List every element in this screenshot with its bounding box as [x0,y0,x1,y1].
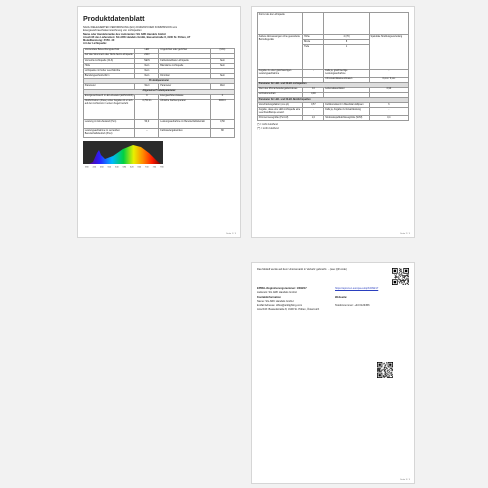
cell: 0,4 [369,116,408,121]
section-heading: Parameter für LED- und OLED-Lichtquellen [258,82,409,87]
table-row [84,119,235,128]
supplier-address: Anschrift des Lieferanten: SG ARK Handels GmbH, Bassetistraße 8, 3100 St. Pölten, AT [83,35,191,39]
cell: 80 [210,129,234,138]
cell: 3000 K [210,99,234,119]
cell: - [369,69,408,77]
cell: Blendungsschutzschirm [84,74,135,79]
cell: Lebensdauerfaktor [324,87,369,92]
table-row [258,13,409,35]
cell: 0,90 [369,87,408,92]
cell [303,13,324,35]
cell: Farbkonsistenz in MacAdam-Ellipsen [324,103,369,108]
spectral-distribution-graph [83,141,235,168]
spectrum-axis-label: 700 [145,166,149,169]
intro-line: Energieverbrauchskennzeichnung von Lichtquellen [83,29,142,33]
contact-phone: Telefonnummer: +43 0123456 [335,304,370,308]
contact-heading: Kontaktinformation [257,295,281,299]
cell: 0,57 [303,103,324,108]
supplier-name: Name oder Handelsmarke des Lieferanten: SG ARK Handels GmbH [83,32,166,36]
cell: Tiefe [303,45,324,69]
spectrum-svg [83,141,163,168]
cell: Lichtquelle mit hoher Leuchtdichte [84,69,135,74]
contact-address: Anschrift: Bassetistraße 8, 3100 St. Pölten, Österreich [257,308,320,312]
cell: Leistungsaufnahme im vernetzten Bereitschaftsbetrieb (Pnet) [84,129,135,138]
cell: Auf das Stromnetz oder Nicht-Netz-Lichtquelle [84,53,135,58]
table-row [84,99,235,119]
cell: Höhe [303,35,324,40]
table-row [258,69,409,77]
cell: 230V [135,53,159,58]
cell: 0,750 lm [135,99,159,119]
datasheet-page-2 [251,6,415,238]
cell: Nein [135,74,159,79]
spectrum-axis-label: 540 [115,166,119,169]
light-source-type-label: Art der Lichtquelle: [83,42,107,46]
cell: Nein [210,64,234,69]
spectrum-axis-label: 780 [160,166,164,169]
cell: Vernetzte Lichtquelle (CLS) [84,58,135,63]
cell: Wert des R9-Farbwiedergabeindexes [258,87,303,92]
eprel-number: EPREL-Registrierungsnummer: 1009217 [257,287,307,290]
cell: Chromatizitätskoordinaten [324,77,369,82]
cell: - [369,108,408,116]
spectrum-axis-label: 420 [92,166,97,169]
cell: Farbeinstellbare Lichtquelle [159,58,210,63]
cell: Angabe zu einer gleichwertigen Leistungsaufnahme [258,69,303,77]
cell: Lichtstromerhalt [258,92,303,97]
spectrum-axis-label: 660 [137,166,142,169]
datasheet-page-3 [251,262,415,484]
spectrum-axis-label: 620 [130,166,134,169]
cell: Hülle [84,64,135,69]
cell: Nein [135,64,159,69]
cell: 50,0 [135,119,159,128]
cell: NEIN [135,58,159,63]
cell: Energieverbrauch im Ein-Zustand (kWh/1000h) [84,95,134,98]
cell: 4 (70) [324,35,369,40]
website-label: Webseite: [335,295,348,299]
cell: Leistung im Ein-Zustand (Pon) [84,119,135,128]
cell: - [303,69,324,77]
cell: Falls ja, Angabe zur Ersatzleistung [324,108,369,116]
contact-name: Name: SG ARK Handels GmbH [257,299,294,303]
cell: LED [135,48,159,53]
model-id: Modellkennung: ZV50 -40 [83,39,115,43]
spectrum-axis-label: 500 [107,166,112,169]
page-number: Seite 2 / 3 [400,233,410,235]
eprel-header [257,268,409,285]
cell: 8 [324,40,369,45]
cell: Kürzer als die Lichtquelle [258,13,303,35]
cell: 13 [303,87,324,92]
page-number: Seite 1 / 3 [226,233,236,235]
contact-email: E-Mail Adresse: office@arklighting.com [257,304,303,308]
cell: 0,50 [210,119,234,128]
intro-line: NACH DELEGIERTEN VERORDNUNG (EU) 2019/2015 DER KOMMISSION vom [83,26,178,29]
column-header: Wert [210,84,234,89]
column-header: Wert [135,84,159,89]
cell: Stroboskopeffekt-Messgröße (SVM) [324,116,369,121]
cell: (U/G) [210,48,234,53]
cell: Leistungsaufnahme im Bereitschaftsbetrieb [159,119,210,128]
footnote: (*) = nicht zutreffend [257,124,278,127]
section-heading: Produktparameter [84,79,235,84]
qr-code-icon [392,268,409,285]
qr-code-icon [377,362,393,378]
supplier: Lieferant: SG ARK Handels GmbH [257,291,297,295]
cell: Blendarme Lichtquelle [159,64,210,69]
column-header: Parameter [159,84,210,89]
cell: Angabe, dass eine LED-Lichtquelle eine Leuchtstofflampe ersetzt [258,108,303,116]
spectrum-axis-label: 380 [85,166,89,169]
cell: -- [135,129,159,138]
cell: 1,0 [303,116,324,121]
datasheet-page-1 [77,6,241,238]
cell: Nein [210,58,234,63]
document-title: Produktdatenblatt [83,14,145,23]
cell: - [303,108,324,116]
footnote: (**) = nicht zutreffend [257,127,279,130]
cell: Äußere Abmessungen ohne gesonderte Betriebsgeräte [258,35,303,69]
cell: Ungerichtet oder gerichtet [159,48,210,53]
table-row [258,116,409,121]
cell: Ähnliche Farbtemperatur [159,99,210,119]
spectrum-axis-label: 580 [122,166,127,169]
page-number: Seite 3 / 3 [400,479,410,481]
table-row [84,129,235,138]
table-row [258,108,409,116]
eprel-info [257,287,409,312]
cell: 0,xxx / 0,xxx [369,77,408,82]
column-header: Parameter [84,84,135,89]
cell: Nutzlichtstrom (Φuse) unter Angabe ob er sich auf den Lichtstrom in einem Kegel bezieht [84,99,135,119]
light-source-type-table [83,48,235,139]
cell: 8 [135,94,159,99]
section-heading: Parameter für LED- und OLED-Netzlichtquellen [258,97,409,102]
footnotes [257,124,409,131]
cell: Breite [303,40,324,45]
dimensions-table [257,12,409,121]
cell: Spektrale Strahlungsverteilung [369,35,408,69]
cell: 0,90 [303,92,324,97]
spectrum-axis-label: 460 [100,166,104,169]
cell: Farbwiedergabeindex [159,129,210,138]
cell: Flimmermessgröße (Pst LM) [258,116,303,121]
cell: Verschiebungsfaktor (cos φ1) [258,103,303,108]
section-heading: Allgemeine Produktparameter [84,89,235,94]
cell [324,13,369,35]
cell: Verwendete Beleuchtungstechnik [84,48,135,53]
eprel-intro: Das Modell wurde auf dem Unionsmarkt in Verkehr gebracht. ...(see QR code) [257,268,347,271]
cell: Nein [210,74,234,79]
spectrum-axis-label: 740 [152,166,157,169]
cell: Dimmbar [159,74,210,79]
cell [369,13,408,35]
cell: F [210,94,234,99]
cell: 6 [369,103,408,108]
cell: Falls ja, gleichwertige Leistungsaufnahme [324,69,369,77]
eprel-link[interactable]: https://eprel.ec.europa.eu/qr/1009217 [335,287,379,290]
cell: Nein [135,69,159,74]
cell: 1 [324,45,369,69]
cell: Energieeffizienzklasse [159,94,210,99]
